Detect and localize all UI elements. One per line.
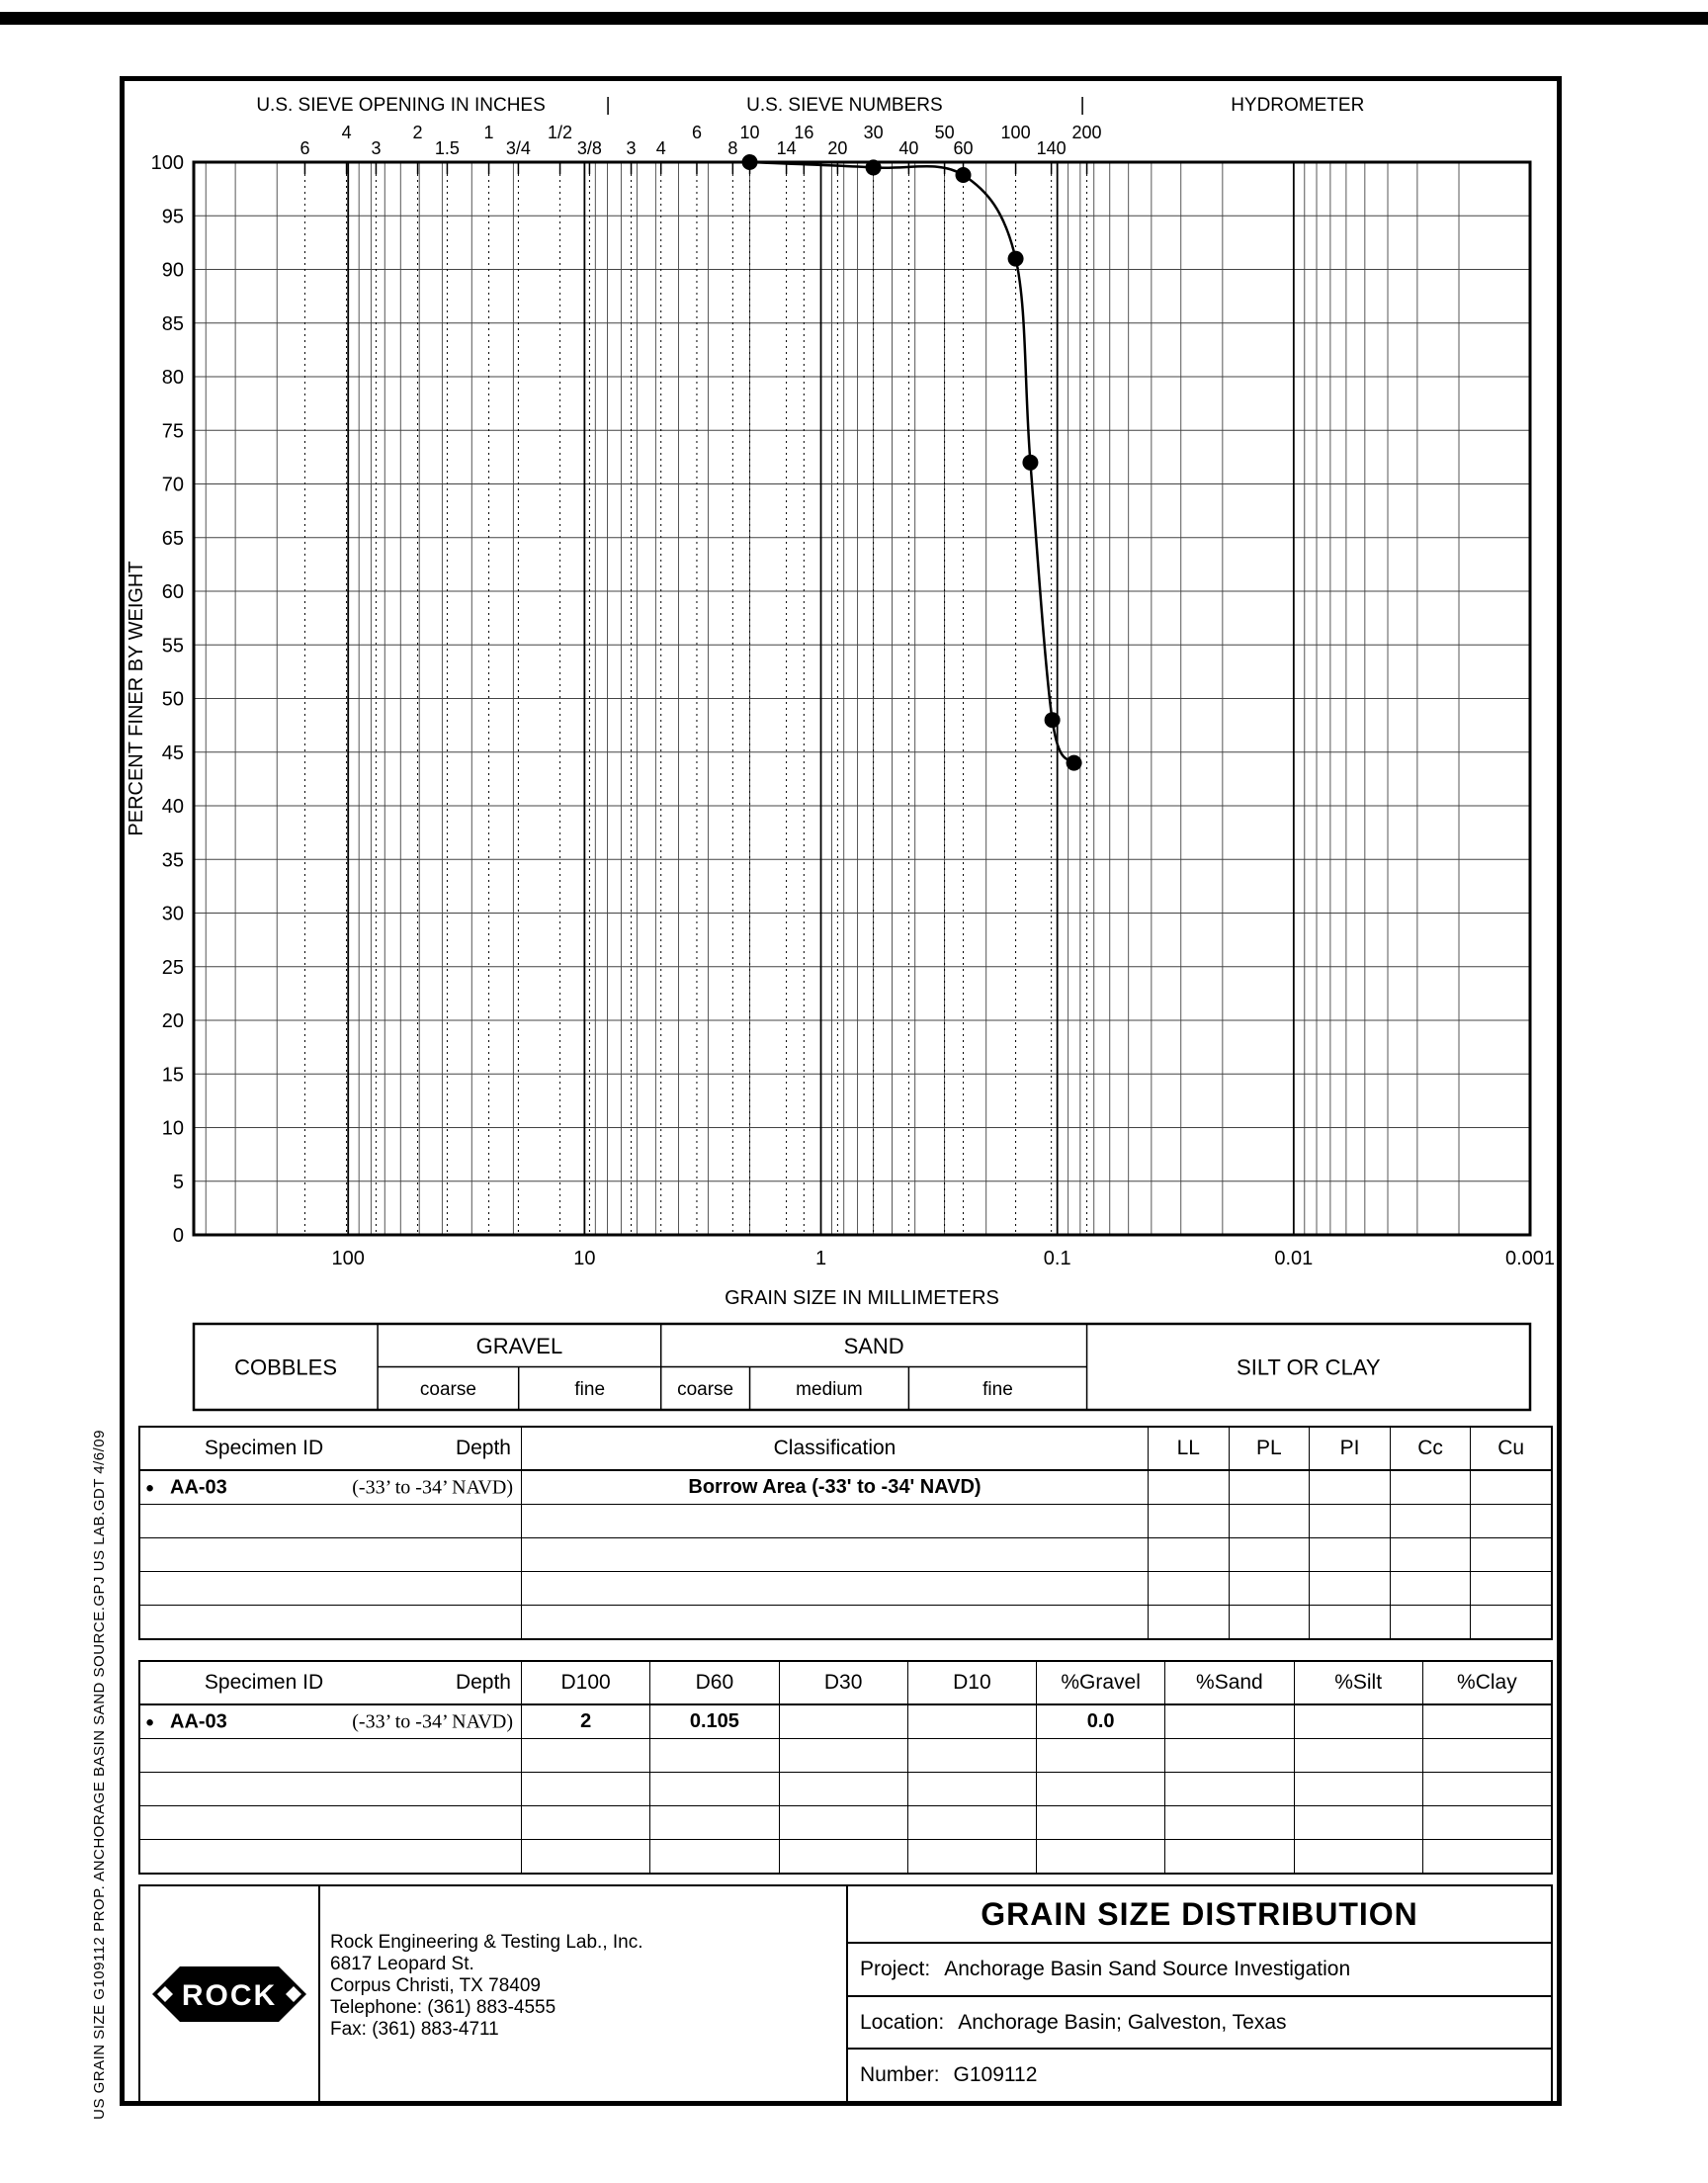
sieve-tick-label: 3 — [626, 138, 637, 158]
d10-header: D10 — [907, 1662, 1036, 1703]
pl-value — [1229, 1471, 1310, 1504]
silt-value — [1294, 1705, 1422, 1738]
sieve-tick-label: 8 — [727, 138, 738, 158]
sieve-tick-label: 200 — [1071, 123, 1102, 142]
size-subclass-label: coarse — [419, 1379, 476, 1400]
company-info — [320, 1886, 846, 2101]
y-tick-label: 70 — [161, 474, 184, 496]
size-class-label: COBBLES — [234, 1354, 338, 1380]
x-tick-label: 10 — [573, 1248, 596, 1269]
sieve-tick-label: 60 — [953, 138, 974, 158]
sieve-tick-label: 6 — [299, 138, 310, 158]
y-tick-label: 80 — [161, 367, 184, 389]
location-value: Anchorage Basin; Galveston, Texas — [958, 2010, 1287, 2034]
d60-header: D60 — [649, 1662, 778, 1703]
data-point — [742, 154, 758, 170]
project-block — [848, 1886, 1551, 2101]
table-header-row — [140, 1662, 1551, 1705]
table-cell — [140, 1705, 521, 1738]
sieve-tick-label: 2 — [412, 123, 423, 142]
data-point — [1008, 251, 1024, 267]
axis-group-header: HYDROMETER — [1231, 95, 1365, 116]
x-tick-label: 0.01 — [1274, 1248, 1314, 1269]
table-row — [140, 1505, 1551, 1538]
ll-header: LL — [1148, 1428, 1229, 1469]
sidebar-filename-text: US GRAIN SIZE G109112 PROP. ANCHORAGE BASIN SAND SOURCE.GPJ US LAB.GDT 4/6/09 — [91, 1430, 108, 2120]
y-tick-label: 25 — [161, 956, 184, 979]
data-point — [1067, 755, 1082, 771]
location-label: Location: — [860, 2010, 945, 2034]
sieve-tick-label: 3/4 — [505, 138, 531, 158]
size-subclass-label: fine — [982, 1379, 1013, 1400]
project-label: Project: — [860, 1957, 931, 1980]
sieve-tick-label: 4 — [341, 123, 352, 142]
pl-header: PL — [1229, 1428, 1310, 1469]
sieve-tick-label: 4 — [655, 138, 666, 158]
table-cell — [140, 1662, 521, 1703]
d30-value — [779, 1705, 907, 1738]
y-tick-label: 35 — [161, 849, 184, 872]
gravel-value: 0.0 — [1036, 1705, 1164, 1738]
specimen-id: AA-03 — [170, 1476, 227, 1498]
cu-header: Cu — [1470, 1428, 1551, 1469]
size-subclass-label: medium — [796, 1379, 863, 1400]
gravel-header: %Gravel — [1036, 1662, 1164, 1703]
table-row — [140, 1739, 1551, 1773]
axis-group-header: U.S. SIEVE OPENING IN INCHES — [256, 95, 546, 116]
data-point — [1022, 455, 1038, 471]
y-tick-label: 95 — [161, 206, 184, 228]
sieve-tick-label: 14 — [776, 138, 797, 158]
classification-header: Classification — [521, 1428, 1148, 1469]
specimen-depth: (-33’ to -34’ NAVD) — [352, 1710, 513, 1732]
company-fax: Fax: (361) 883-4711 — [330, 2019, 499, 2040]
company-street: 6817 Leopard St. — [330, 1954, 474, 1974]
y-tick-label: 60 — [161, 581, 184, 603]
company-name: Rock Engineering & Testing Lab., Inc. — [330, 1932, 643, 1953]
x-tick-label: 0.001 — [1504, 1248, 1556, 1269]
cu-value — [1470, 1471, 1551, 1504]
clay-value — [1422, 1705, 1551, 1738]
size-subclass-label: coarse — [677, 1379, 734, 1400]
sieve-tick-label: 20 — [827, 138, 848, 158]
axis-group-header: | — [1079, 95, 1085, 116]
y-tick-label: 90 — [161, 259, 184, 282]
specimen-id: AA-03 — [170, 1710, 227, 1732]
company-block — [140, 1886, 848, 2101]
project-field — [848, 1944, 1551, 1997]
sieve-tick-label: 1/2 — [548, 123, 573, 142]
x-axis-title: GRAIN SIZE IN MILLIMETERS — [725, 1287, 999, 1309]
location-field — [848, 1997, 1551, 2051]
y-tick-label: 10 — [161, 1117, 184, 1140]
size-subclass-label: fine — [574, 1379, 606, 1400]
classification-value: Borrow Area (-33' to -34' NAVD) — [521, 1471, 1148, 1504]
silt-header: %Silt — [1294, 1662, 1422, 1703]
grain-size-chart — [125, 81, 1557, 1416]
table-row — [140, 1606, 1551, 1638]
cc-header: Cc — [1390, 1428, 1471, 1469]
pi-header: PI — [1309, 1428, 1390, 1469]
project-value: Anchorage Basin Sand Source Investigation — [944, 1957, 1351, 1980]
d10-value — [907, 1705, 1036, 1738]
sieve-tick-label: 140 — [1036, 138, 1067, 158]
y-tick-label: 75 — [161, 420, 184, 443]
sieve-tick-label: 100 — [1000, 123, 1031, 142]
x-tick-label: 1 — [814, 1248, 827, 1269]
specimen-id-header: Specimen ID — [204, 1437, 324, 1459]
y-tick-label: 100 — [150, 152, 184, 174]
size-class-label: SAND — [843, 1334, 904, 1358]
table-header-row — [140, 1428, 1551, 1471]
y-tick-label: 15 — [161, 1064, 184, 1087]
cc-value — [1390, 1471, 1471, 1504]
sieve-tick-label: 10 — [739, 123, 760, 142]
rock-logo — [140, 1886, 320, 2101]
y-tick-label: 0 — [172, 1225, 184, 1247]
y-axis-title: PERCENT FINER BY WEIGHT — [126, 561, 147, 836]
d100-header: D100 — [521, 1662, 649, 1703]
table-cell — [140, 1428, 521, 1469]
y-tick-label: 5 — [172, 1171, 184, 1193]
sieve-tick-label: 40 — [898, 138, 919, 158]
company-phone: Telephone: (361) 883-4555 — [330, 1997, 556, 2018]
sand-value — [1164, 1705, 1293, 1738]
y-tick-label: 50 — [161, 688, 184, 711]
y-tick-label: 85 — [161, 312, 184, 335]
sieve-tick-label: 6 — [691, 123, 702, 142]
specimen-depth: (-33’ to -34’ NAVD) — [352, 1476, 513, 1498]
table-cell — [140, 1471, 521, 1504]
axis-group-header: | — [605, 95, 611, 116]
data-point — [1045, 712, 1061, 728]
y-tick-label: 30 — [161, 903, 184, 925]
data-point — [866, 159, 882, 175]
sieve-tick-label: 30 — [863, 123, 884, 142]
sieve-tick-label: 16 — [794, 123, 814, 142]
y-tick-label: 40 — [161, 796, 184, 818]
data-point — [956, 167, 972, 183]
size-class-label: GRAVEL — [475, 1334, 563, 1358]
axis-group-header: U.S. SIEVE NUMBERS — [746, 95, 943, 116]
table-row — [140, 1773, 1551, 1806]
y-tick-label: 20 — [161, 1010, 184, 1032]
table-row — [140, 1538, 1551, 1572]
d30-header: D30 — [779, 1662, 907, 1703]
clay-header: %Clay — [1422, 1662, 1551, 1703]
sand-header: %Sand — [1164, 1662, 1293, 1703]
specimen-marker-icon: ● — [145, 1479, 155, 1496]
depth-header: Depth — [455, 1671, 511, 1694]
d60-value: 0.105 — [649, 1705, 778, 1738]
d100-value: 2 — [521, 1705, 649, 1738]
specimen-marker-icon: ● — [145, 1713, 155, 1730]
ll-value — [1148, 1471, 1229, 1504]
report-footer — [138, 1884, 1553, 2101]
table-row — [140, 1806, 1551, 1840]
sieve-tick-label: 3 — [371, 138, 382, 158]
number-label: Number: — [860, 2063, 940, 2087]
report-title: GRAIN SIZE DISTRIBUTION — [848, 1886, 1551, 1944]
sieve-tick-label: 1.5 — [434, 138, 460, 158]
report-frame — [120, 76, 1562, 2106]
company-city: Corpus Christi, TX 78409 — [330, 1975, 541, 1996]
rock-logo-text: ROCK — [181, 1978, 278, 2012]
number-value: G109112 — [953, 2063, 1038, 2087]
pi-value — [1309, 1471, 1390, 1504]
scan-artifact-bar — [0, 12, 1708, 25]
x-tick-label: 100 — [331, 1248, 365, 1269]
table-row — [140, 1471, 1551, 1505]
table-row — [140, 1840, 1551, 1873]
specimen-classification-table — [138, 1426, 1553, 1640]
sieve-tick-label: 3/8 — [576, 138, 602, 158]
size-class-label: SILT OR CLAY — [1237, 1354, 1381, 1380]
table-row — [140, 1572, 1551, 1606]
x-tick-label: 0.1 — [1043, 1248, 1071, 1269]
sieve-tick-label: 50 — [934, 123, 955, 142]
rock-logo-icon — [150, 1963, 308, 2026]
y-tick-label: 55 — [161, 635, 184, 657]
depth-header: Depth — [455, 1437, 511, 1459]
y-tick-label: 45 — [161, 742, 184, 764]
grain-size-parameters-table — [138, 1660, 1553, 1875]
y-tick-label: 65 — [161, 527, 184, 550]
sieve-tick-label: 1 — [483, 123, 494, 142]
table-row — [140, 1705, 1551, 1739]
specimen-id-header: Specimen ID — [204, 1671, 324, 1694]
number-field — [848, 2050, 1551, 2101]
